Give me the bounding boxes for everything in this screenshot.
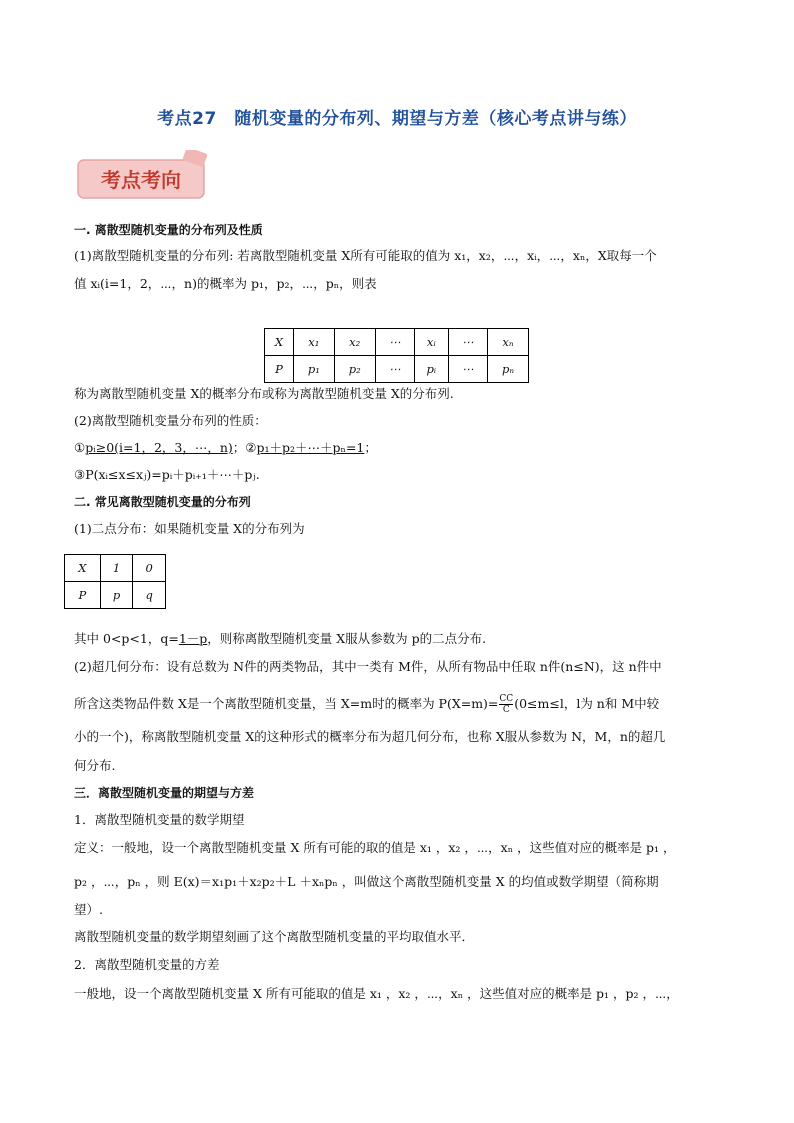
- section1-para4: ①pᵢ≥0(i=1，2，3，⋯，n)；②p₁＋p₂＋⋯＋pₙ=1；: [74, 440, 377, 455]
- section3-subheading1: 1．离散型随机变量的数学期望: [74, 812, 245, 827]
- table-cell: pₙ: [487, 356, 528, 383]
- table-cell: q: [133, 582, 166, 609]
- section3-para2: p₂ ，⋯，pₙ ，则 E(x)＝x₁p₁＋x₂p₂＋L ＋xₙpₙ ，叫做这个离散型随机变量 X 的均值或数学期望（简称期: [74, 874, 659, 889]
- section1-para5: ③P(xᵢ≤x≤xⱼ)=pᵢ＋pᵢ₊₁＋⋯＋pⱼ.: [74, 467, 260, 482]
- section2-heading: 二. 常见离散型随机变量的分布列: [74, 495, 251, 509]
- section2-para2: 其中 0<p<1，q=1－p，则称离散型随机变量 X服从参数为 p的二点分布.: [74, 631, 487, 646]
- section2-para5: 小的一个)，称离散型随机变量 X的这种形式的概率分布为超几何分布，也称 X服从参数为 N，M，n的超几: [74, 729, 666, 744]
- table-cell: ⋯: [375, 356, 414, 383]
- table-cell: X: [65, 555, 101, 582]
- section3-para5: 一般地，设一个离散型随机变量 X 所有可能取的值是 x₁ ，x₂ ，⋯，xₙ ，这些值对应的概率是 p₁ ，p₂ ，⋯，: [74, 986, 679, 1001]
- distribution-table: [264, 328, 529, 383]
- table-cell: p₂: [334, 356, 375, 383]
- table-cell: ⋯: [375, 329, 414, 356]
- table-cell: xᵢ: [414, 329, 448, 356]
- section2-para3: (2)超几何分布：设有总数为 N件的两类物品，其中一类有 M件，从所有物品中任取 n件(n≤N)，这 n件中: [74, 659, 662, 674]
- section3-subheading2: 2．离散型随机变量的方差: [74, 957, 220, 972]
- badge-label: 考点考向: [101, 168, 181, 192]
- section3-para4: 离散型随机变量的数学期望刻画了这个离散型随机变量的平均取值水平．: [74, 929, 475, 944]
- table-cell: p: [100, 582, 133, 609]
- fraction: $\frac{CC}{C}$: [499, 694, 514, 715]
- table-cell: ⋯: [448, 329, 487, 356]
- table-cell: P: [265, 356, 294, 383]
- table-cell: ⋯: [448, 356, 487, 383]
- section3-heading: 三．离散型随机变量的期望与方差: [74, 786, 255, 800]
- section1-para1b: 值 xᵢ(i=1，2，⋯，n)的概率为 p₁，p₂，⋯，pₙ，则表: [74, 276, 377, 291]
- section2-para1: (1)二点分布：如果随机变量 X的分布列为: [74, 521, 305, 536]
- section1-para1a: (1)离散型随机变量的分布列: 若离散型随机变量 X所有可能取的值为 x₁，x₂，⋯，xᵢ，⋯，xₙ，X取每一个: [74, 248, 657, 263]
- section1-para2: 称为离散型随机变量 X的概率分布或称为离散型随机变量 X的分布列.: [74, 386, 454, 401]
- section2-para6: 何分布.: [74, 758, 116, 773]
- section-badge: [74, 150, 214, 202]
- section1-heading: 一. 离散型随机变量的分布列及性质: [74, 223, 263, 237]
- section1-para3: (2)离散型随机变量分布列的性质：: [74, 413, 267, 428]
- page-title: 考点27 随机变量的分布列、期望与方差（核心考点讲与练）: [157, 109, 637, 129]
- section2-para4: 所含这类物品件数 X是一个离散型随机变量，当 X=m时的概率为 P(X=m)= $\frac{CC}{C}$ (0≤m≤l，l为 n和 M中较: [74, 694, 660, 715]
- section3-para3: 望）.: [74, 902, 103, 917]
- two-point-table: [64, 554, 166, 609]
- table-cell: 0: [133, 555, 166, 582]
- section3-para1: 定义：一般地，设一个离散型随机变量 X 所有可能的取的值是 x₁ ，x₂ ，⋯，xₙ ，这些值对应的概率是 p₁ ，: [74, 840, 676, 855]
- table-cell: x₁: [293, 329, 334, 356]
- table-cell: P: [65, 582, 101, 609]
- table-cell: p₁: [293, 356, 334, 383]
- table-cell: pᵢ: [414, 356, 448, 383]
- table-cell: x₂: [334, 329, 375, 356]
- table-cell: 1: [100, 555, 133, 582]
- table-cell: xₙ: [487, 329, 528, 356]
- table-cell: X: [265, 329, 294, 356]
